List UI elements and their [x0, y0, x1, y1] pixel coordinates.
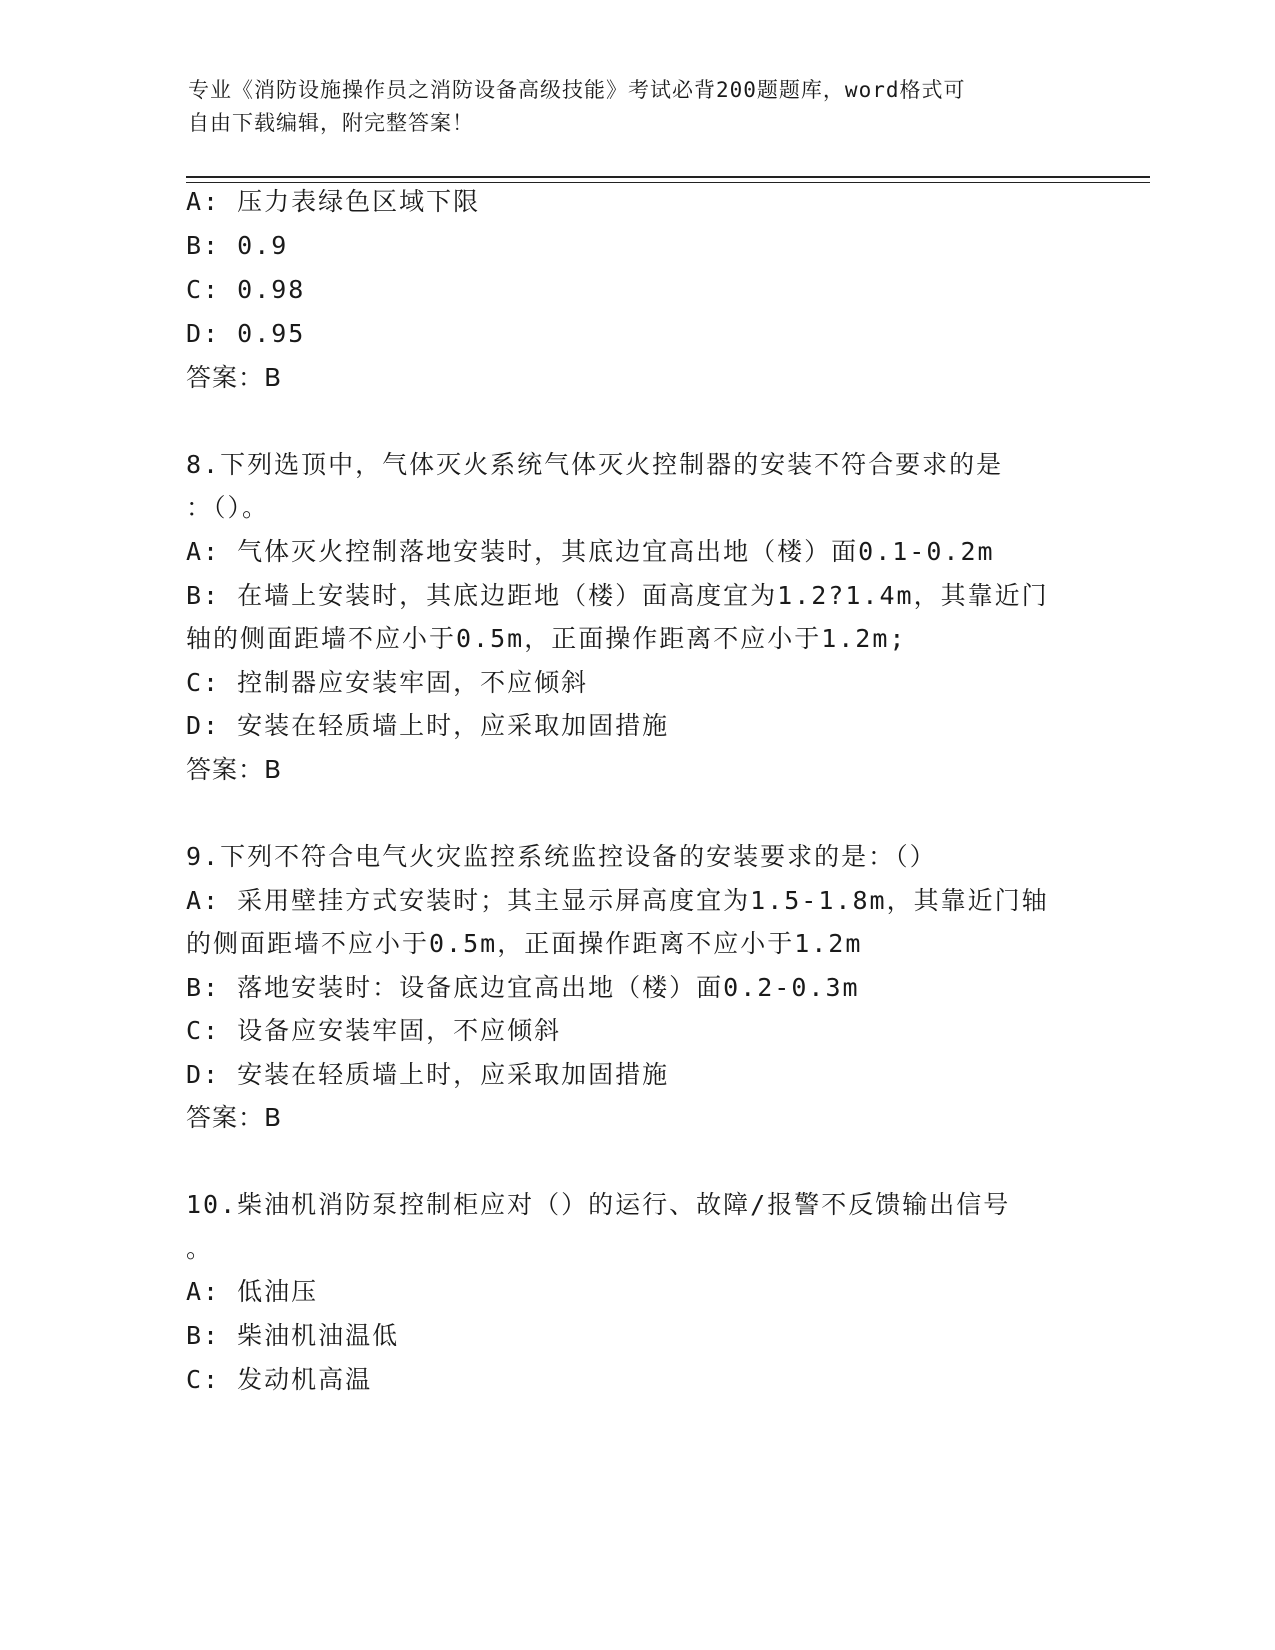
q10-stem-line-2: 。	[186, 1234, 214, 1263]
q8-option-c: C: 控制器应安装牢固，不应倾斜	[186, 668, 589, 697]
q9-stem: 9.下列不符合电气火灾监控系统监控设备的安装要求的是：（）	[186, 842, 937, 871]
q10-option-a: A: 低油压	[186, 1277, 319, 1306]
q8-answer: 答案：B	[186, 755, 283, 784]
q9-option-a-line-2: 的侧面距墙不应小于0.5m，正面操作距离不应小于1.2m	[186, 929, 863, 958]
q8-option-b-line-1: B: 在墙上安装时，其底边距地（楼）面高度宜为1.2?1.4m，其靠近门	[186, 581, 1049, 610]
q7-option-b: B: 0.9	[186, 231, 289, 260]
q10-stem-line-1: 10.柴油机消防泵控制柜应对（）的运行、故障/报警不反馈输出信号	[186, 1190, 1011, 1219]
header-line-1: 专业《消防设施操作员之消防设备高级技能》考试必背200题题库，word格式可	[188, 78, 966, 102]
q9-option-c: C: 设备应安装牢固，不应倾斜	[186, 1016, 562, 1045]
q10-option-b: B: 柴油机油温低	[186, 1321, 400, 1350]
q9-option-a-line-1: A: 采用壁挂方式安装时；其主显示屏高度宜为1.5-1.8m，其靠近门轴	[186, 886, 1049, 915]
q7-option-c: C: 0.98	[186, 275, 306, 304]
q7-option-d: D: 0.95	[186, 319, 306, 348]
q8-stem-line-2: ：（）。	[186, 493, 270, 522]
q8-option-d: D: 安装在轻质墙上时，应采取加固措施	[186, 711, 670, 740]
document-header	[188, 74, 1088, 140]
q9-answer: 答案：B	[186, 1103, 283, 1132]
q8-option-b-line-2: 轴的侧面距墙不应小于0.5m，正面操作距离不应小于1.2m;	[186, 624, 907, 653]
q10-option-c: C: 发动机高温	[186, 1365, 373, 1394]
q9-option-d: D: 安装在轻质墙上时，应采取加固措施	[186, 1060, 670, 1089]
q7-option-a: A: 压力表绿色区域下限	[186, 187, 481, 216]
q8-stem-line-1: 8.下列选顶中，气体灭火系统气体灭火控制器的安装不符合要求的是	[186, 450, 1004, 479]
q7-answer: 答案：B	[186, 363, 283, 392]
q9-option-b: B: 落地安装时：设备底边宜高出地（楼）面0.2-0.3m	[186, 973, 860, 1002]
header-line-2: 自由下载编辑，附完整答案！	[188, 111, 474, 135]
q8-option-a: A: 气体灭火控制落地安装时，其底边宜高出地（楼）面0.1-0.2m	[186, 537, 995, 566]
header-divider	[186, 176, 1150, 183]
